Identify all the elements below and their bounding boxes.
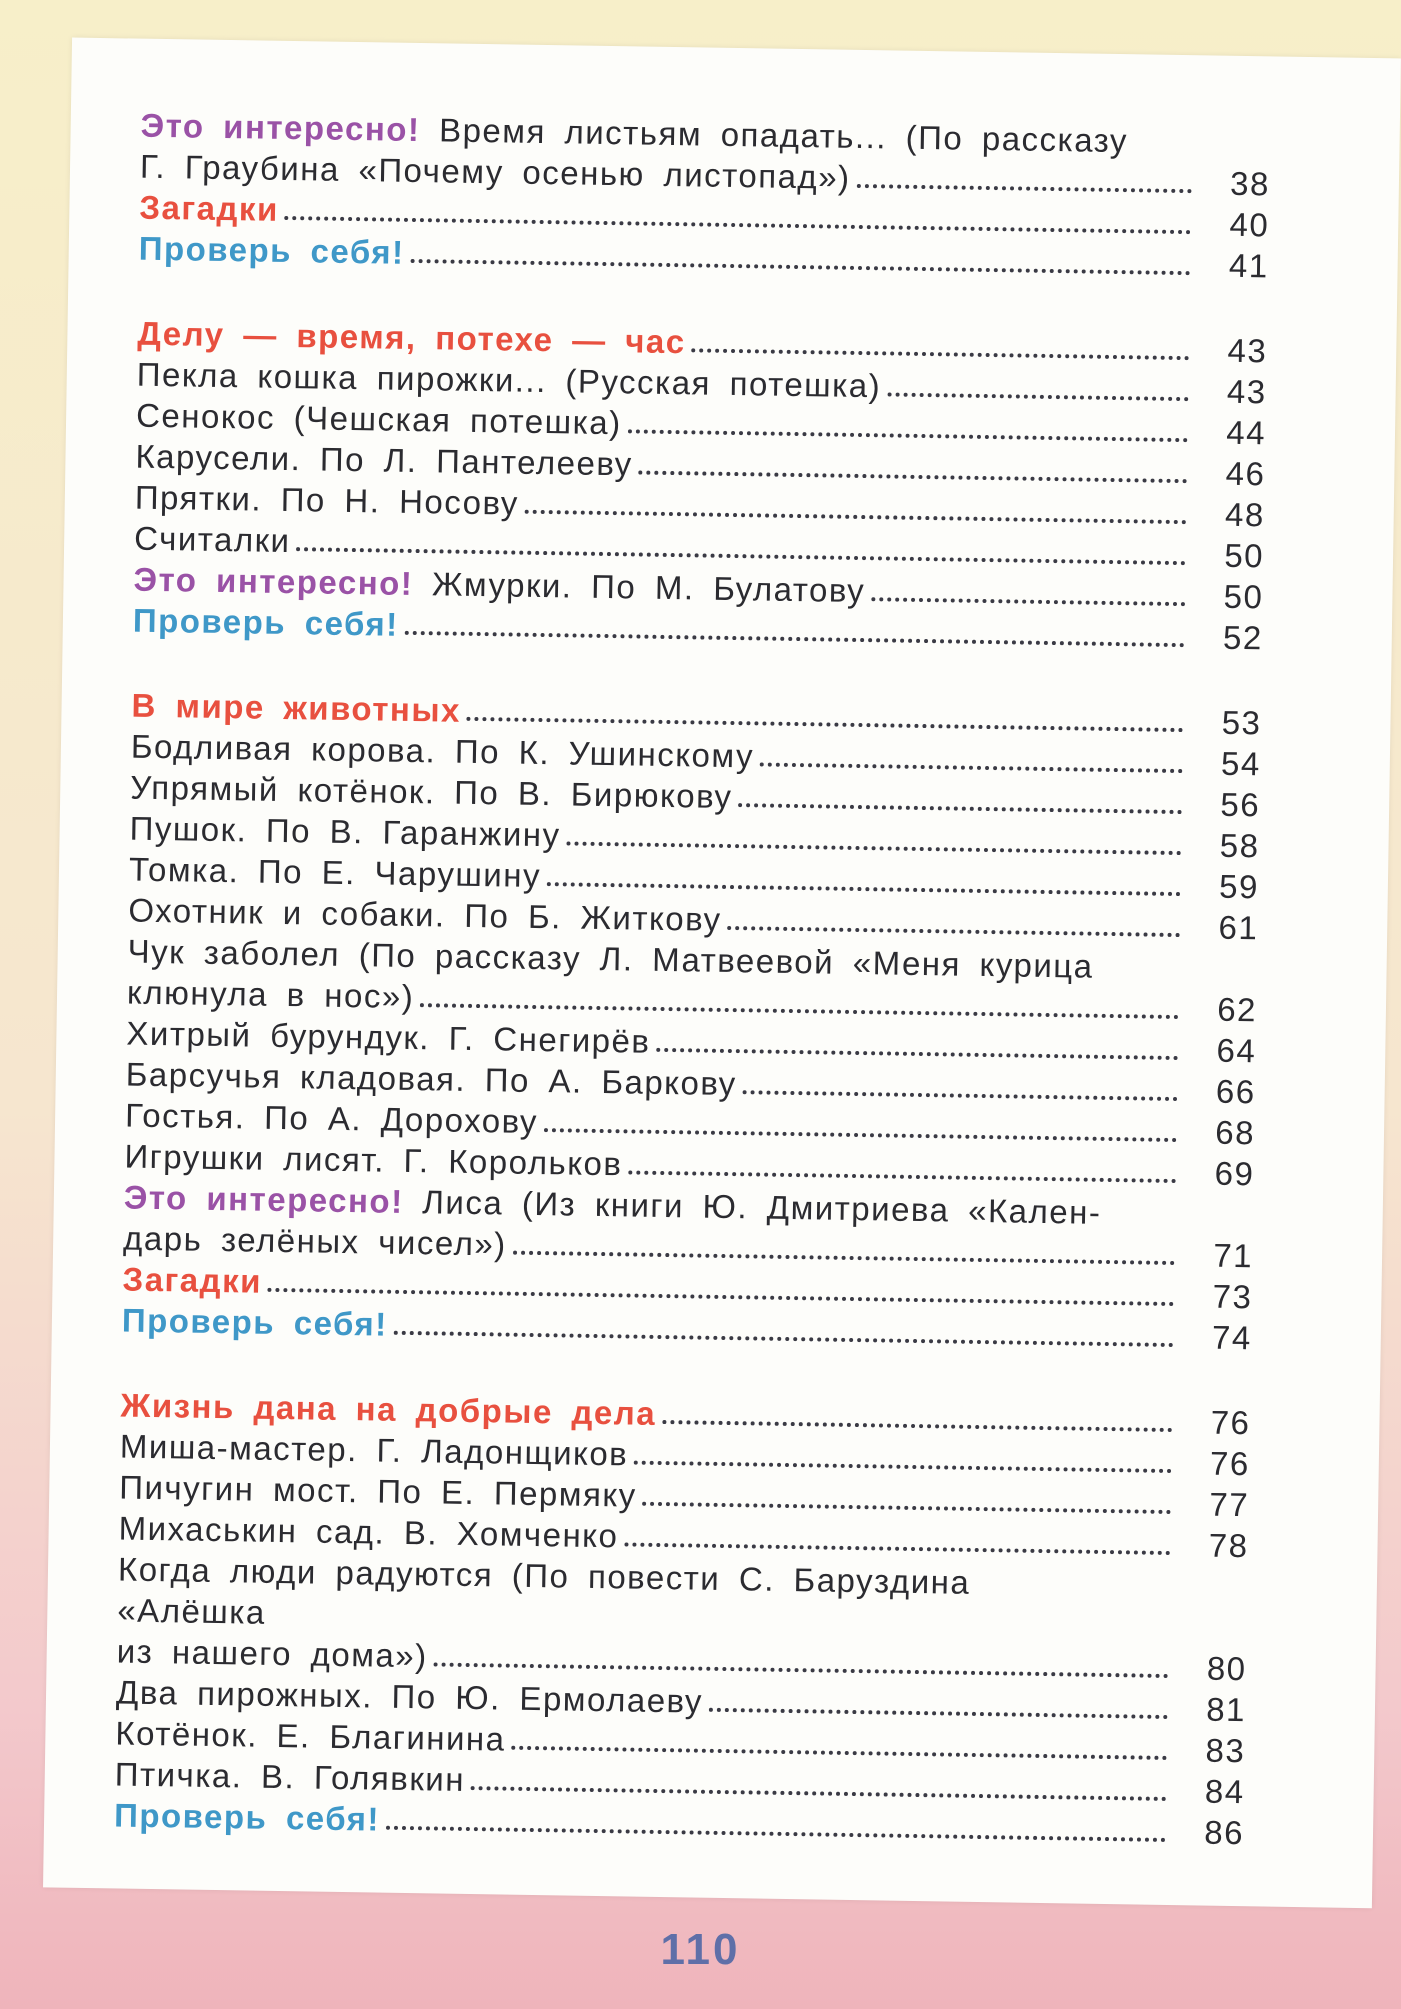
toc-entry-title <box>125 1095 538 1142</box>
toc-entry-text: Прятки. По Н. Носову <box>134 478 520 522</box>
toc-entry-text: клюнула в нос») <box>126 973 415 1016</box>
toc-entry-text: Томка. По Е. Чарушину <box>128 850 542 895</box>
toc-page-number: 43 <box>1227 331 1268 370</box>
page-number: 110 <box>660 1925 741 1974</box>
toc-entry-text: Охотник и собаки. По Б. Житкову <box>128 891 722 938</box>
toc-entry-title <box>138 228 404 273</box>
toc-label: Проверь себя! <box>121 1301 389 1343</box>
toc-page-number: 84 <box>1204 1772 1245 1811</box>
dot-leader <box>624 1538 1170 1555</box>
toc-page-number: 77 <box>1209 1485 1250 1524</box>
dot-leader <box>471 1782 1167 1801</box>
dot-leader <box>420 999 1179 1019</box>
dot-leader <box>547 878 1181 896</box>
toc-page-number: 53 <box>1221 703 1262 742</box>
dot-leader <box>296 543 1186 565</box>
toc-page-number: 43 <box>1226 372 1267 411</box>
toc-entry-title <box>122 1259 262 1302</box>
toc-entry-text: Гостья. По А. Дорохову <box>124 1096 539 1141</box>
toc-entry-text: из нашего дома») <box>116 1632 428 1675</box>
toc-entry-text: дарь зелёных чисел») <box>122 1219 508 1263</box>
dot-leader <box>692 344 1190 360</box>
dot-leader <box>566 837 1181 855</box>
dot-leader <box>738 799 1182 814</box>
toc-page-number: 40 <box>1229 205 1270 244</box>
toc-label: Это интересно! <box>133 560 414 602</box>
toc-page-number: 66 <box>1215 1072 1256 1111</box>
toc-entry-title <box>115 1712 506 1759</box>
toc-page-number: 44 <box>1226 413 1267 452</box>
dot-leader <box>634 1457 1172 1473</box>
toc-entry-text: Время листьям опадать... (По рассказу <box>438 111 1129 160</box>
toc-entry-text: Лиса (Из книги Ю. Дмитриева «Кален- <box>422 1183 1102 1231</box>
toc-entry-text: Два пирожных. По Ю. Ермолаеву <box>115 1673 704 1720</box>
toc-entry-text: Пичугин мост. По Е. Пермяку <box>119 1468 637 1514</box>
toc-page-number: 59 <box>1218 867 1260 906</box>
toc-entry-text: Считалки <box>133 519 291 560</box>
toc-page-number: 54 <box>1220 744 1262 783</box>
toc-page-number: 74 <box>1211 1318 1253 1357</box>
table-of-contents <box>113 105 1271 1898</box>
toc-entry-title <box>114 1794 380 1839</box>
toc-entry-text: Птичка. В. Голявкин <box>114 1755 466 1798</box>
toc-page-number: 76 <box>1209 1444 1251 1483</box>
toc-section <box>133 313 1268 659</box>
dot-leader <box>662 1416 1172 1432</box>
dot-leader <box>434 1658 1169 1678</box>
toc-page-number: 46 <box>1225 454 1266 493</box>
toc-page-number: 56 <box>1220 785 1261 824</box>
dot-leader <box>513 1247 1175 1265</box>
toc-label: Делу — время, потехе — час <box>137 314 686 361</box>
toc-entry-text: Чук заболел (По рассказу Л. Матвеевой «Меня курица <box>127 932 1094 985</box>
toc-entry-text: Игрушки лисят. Г. Корольков <box>124 1137 623 1183</box>
toc-entry-title <box>134 518 291 561</box>
dot-leader <box>643 1498 1172 1514</box>
toc-page-number: 64 <box>1216 1031 1257 1070</box>
dot-leader <box>628 1166 1176 1183</box>
toc-page-number: 69 <box>1214 1154 1255 1193</box>
toc-section <box>122 685 1262 1359</box>
toc-entry-text: Карусели. По Л. Пантелееву <box>135 437 634 483</box>
toc-entry-title <box>116 1630 428 1676</box>
toc-page-number: 73 <box>1212 1277 1253 1316</box>
toc-page-number: 61 <box>1218 908 1259 947</box>
toc-page-number: 50 <box>1224 536 1265 575</box>
toc-entry-title <box>127 972 415 1018</box>
toc-label: Загадки <box>139 188 280 228</box>
dot-leader <box>743 1086 1178 1101</box>
toc-entry-text: Бодливая корова. По К. Ушинскому <box>130 727 755 775</box>
toc-label: Проверь себя! <box>113 1796 381 1838</box>
toc-entry-text: Барсучья кладовая. По А. Баркову <box>125 1055 737 1103</box>
dot-leader <box>285 212 1192 234</box>
toc-entry-title <box>123 1218 507 1265</box>
toc-label: Проверь себя! <box>138 229 405 271</box>
toc-entry-text: Миша-мастер. Г. Ладонщиков <box>119 1427 629 1473</box>
paper-sheet <box>43 38 1401 1909</box>
dot-leader <box>639 467 1188 484</box>
toc-label: Проверь себя! <box>132 601 400 643</box>
toc-section <box>138 105 1270 287</box>
toc-page-number: 50 <box>1223 577 1264 616</box>
toc-entry-title <box>131 685 461 731</box>
toc-label: В мире животных <box>131 686 462 729</box>
dot-leader <box>856 180 1191 193</box>
dot-leader <box>871 593 1185 606</box>
toc-entry-text: Пушок. По В. Гаранжину <box>129 809 561 854</box>
toc-page-number: 83 <box>1205 1731 1246 1770</box>
toc-entry-text: Михаськин сад. В. Хомченко <box>118 1509 619 1555</box>
toc-entry-title <box>114 1753 465 1799</box>
toc-entry-text: Хитрый бурундук. Г. Снегирёв <box>126 1014 651 1060</box>
toc-page-number: 80 <box>1206 1649 1247 1688</box>
toc-entry-title <box>129 849 542 896</box>
dot-leader <box>467 713 1184 732</box>
dot-leader <box>268 1284 1175 1306</box>
toc-page-number: 71 <box>1213 1236 1254 1275</box>
toc-label: Это интересно! <box>123 1178 404 1220</box>
dot-leader <box>760 758 1183 773</box>
toc-entry-text: Когда люди радуются (По повести С. Баруздина «Алёшка <box>117 1550 971 1631</box>
dot-leader <box>627 425 1188 442</box>
dot-leader <box>525 506 1187 524</box>
toc-page-number: 62 <box>1216 990 1258 1029</box>
dot-leader <box>394 1327 1174 1347</box>
toc-entry-text: Сенокос (Чешская потешка) <box>135 396 622 442</box>
toc-entry-text: Г. Граубина «Почему осенью листопад») <box>139 147 851 196</box>
toc-page-number: 86 <box>1204 1813 1245 1852</box>
toc-entry-title <box>133 600 399 645</box>
dot-leader <box>656 1044 1178 1060</box>
dot-leader <box>410 255 1190 275</box>
dot-leader <box>887 388 1189 401</box>
toc-section <box>114 1384 1251 1853</box>
toc-page-number: 81 <box>1205 1690 1247 1729</box>
dot-leader <box>727 922 1180 937</box>
dot-leader <box>511 1742 1167 1760</box>
dot-leader <box>544 1124 1177 1142</box>
toc-entry-text: Котёнок. Е. Благинина <box>115 1714 506 1758</box>
toc-page-number: 58 <box>1219 826 1260 865</box>
toc-label: Жизнь дана на добрые дела <box>120 1386 657 1432</box>
toc-label: Загадки <box>122 1260 263 1300</box>
toc-label: Это интересно! <box>140 106 421 149</box>
toc-page-number: 76 <box>1210 1403 1251 1442</box>
dot-leader <box>709 1704 1168 1719</box>
toc-page-number: 38 <box>1229 164 1271 203</box>
toc-page-number: 48 <box>1224 495 1266 534</box>
toc-page-number: 68 <box>1215 1113 1256 1152</box>
toc-entry-text: Пекла кошка пирожки... (Русская потешка) <box>136 355 882 405</box>
toc-page-number: 41 <box>1228 246 1269 285</box>
toc-entry-title <box>135 477 520 524</box>
dot-leader <box>386 1822 1166 1842</box>
toc-entry-title <box>122 1300 388 1345</box>
dot-leader <box>405 627 1185 647</box>
toc-entry-text: Жмурки. По М. Булатову <box>431 565 866 610</box>
toc-entry-title <box>129 808 561 856</box>
toc-page-number: 52 <box>1222 618 1264 657</box>
toc-entry-text: Упрямый котёнок. По В. Бирюкову <box>130 768 733 816</box>
toc-page-number: 78 <box>1208 1526 1249 1565</box>
toc-entry-title <box>139 187 279 230</box>
